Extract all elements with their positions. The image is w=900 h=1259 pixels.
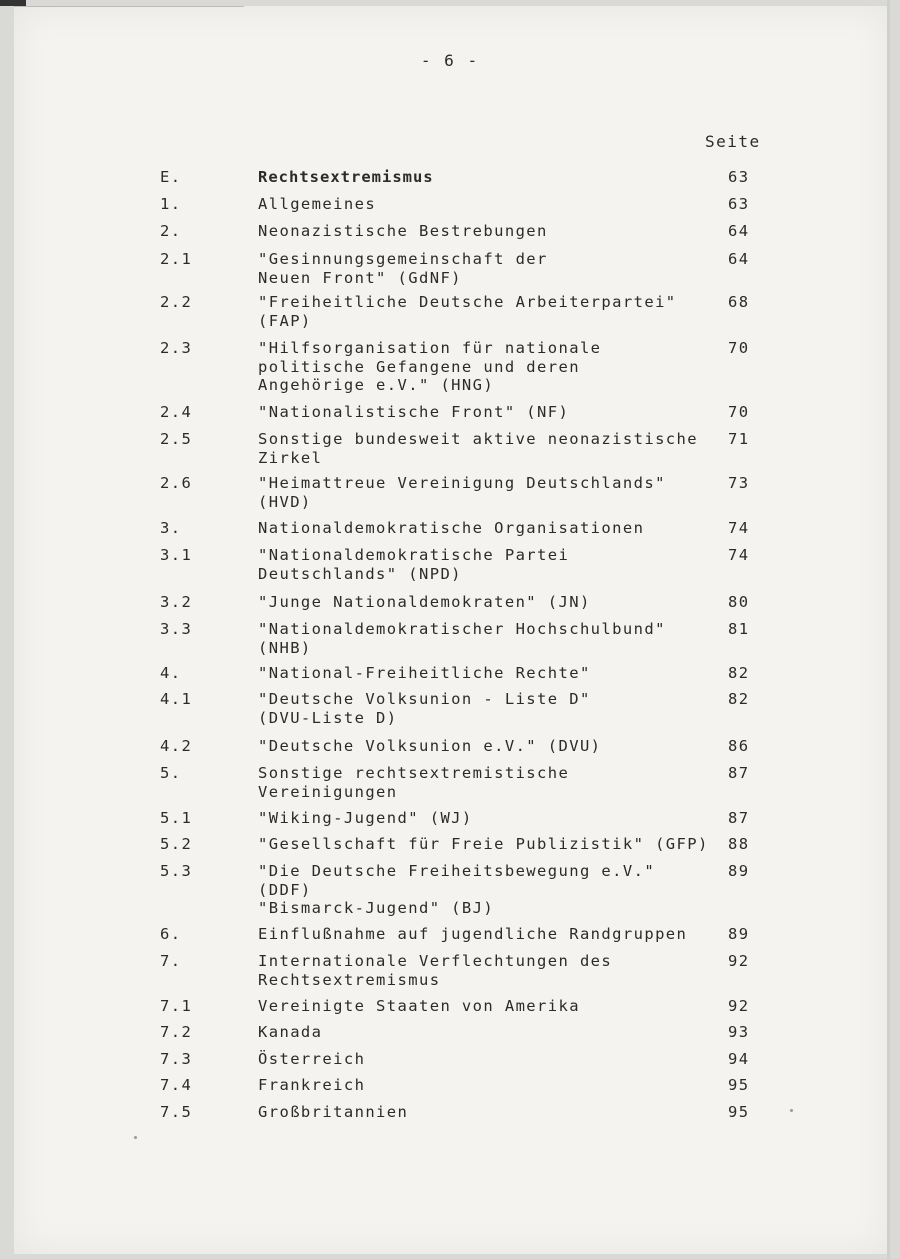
toc-entry-page: 92 xyxy=(728,997,750,1015)
toc-entry-page: 87 xyxy=(728,764,750,782)
toc-entry-number: 3.2 xyxy=(160,593,193,611)
toc-entry-number: 7. xyxy=(160,952,182,970)
toc-entry-title-line: "Bismarck-Jugend" (BJ) xyxy=(258,899,495,917)
toc-entry-page: 64 xyxy=(728,250,750,268)
page-number: - 6 - xyxy=(420,51,480,70)
toc-entry-page: 94 xyxy=(728,1050,750,1068)
toc-entry-title xyxy=(258,250,713,287)
toc-entry-title xyxy=(258,293,713,330)
toc-entry-title xyxy=(258,195,713,214)
toc-entry-title-line: Zirkel xyxy=(258,448,323,467)
toc-entry-title xyxy=(258,1023,713,1042)
toc-entry-page: 93 xyxy=(728,1023,750,1041)
toc-entry-number: 3.1 xyxy=(160,546,193,564)
scan-header-line xyxy=(14,6,244,7)
toc-entry-page: 82 xyxy=(728,690,750,708)
toc-entry-title xyxy=(258,1103,713,1122)
toc-entry-title xyxy=(258,862,713,918)
toc-entry-title xyxy=(258,690,713,727)
toc-entry-title-line: "Gesellschaft für Freie Publizistik" (GFP) xyxy=(258,835,709,853)
toc-entry-title xyxy=(258,222,713,241)
toc-entry-title xyxy=(258,997,713,1016)
toc-entry-page: 71 xyxy=(728,430,750,448)
toc-entry-title xyxy=(258,1050,713,1069)
toc-entry-title-line: "Junge Nationaldemokraten" (JN) xyxy=(258,593,591,611)
toc-entry-number: 1. xyxy=(160,195,182,213)
toc-entry-title xyxy=(258,474,713,511)
toc-entry-title-line: Sonstige bundesweit aktive neonazistische xyxy=(258,430,699,448)
toc-entry-number: 7.4 xyxy=(160,1076,193,1094)
toc-entry-title-line: Frankreich xyxy=(258,1076,366,1094)
toc-entry-title-line: "Nationalistische Front" (NF) xyxy=(258,403,570,421)
toc-entry-title xyxy=(258,809,713,828)
toc-entry-title-line: "Freiheitliche Deutsche Arbeiterpartei" xyxy=(258,293,677,311)
toc-entry-title-line: Rechtsextremismus xyxy=(258,970,441,989)
toc-entry-number: 3.3 xyxy=(160,620,193,638)
toc-entry-title-line: Rechtsextremismus xyxy=(258,168,434,186)
toc-entry-title xyxy=(258,1076,713,1095)
toc-entry-page: 80 xyxy=(728,593,750,611)
toc-entry-title xyxy=(258,546,713,583)
toc-entry-page: 82 xyxy=(728,664,750,682)
toc-entry-title xyxy=(258,664,713,683)
toc-entry-title xyxy=(258,593,713,612)
toc-entry-title-line: (DVU-Liste D) xyxy=(258,708,398,727)
toc-entry-page: 68 xyxy=(728,293,750,311)
toc-entry-title xyxy=(258,952,713,989)
toc-entry-number: 2.3 xyxy=(160,339,193,357)
toc-entry-page: 86 xyxy=(728,737,750,755)
toc-entry-title-line: (FAP) xyxy=(258,311,312,330)
toc-entry-title xyxy=(258,835,713,854)
toc-entry-title-line: "Deutsche Volksunion e.V." (DVU) xyxy=(258,737,602,755)
toc-entry-page: 70 xyxy=(728,403,750,421)
toc-entry-number: 7.3 xyxy=(160,1050,193,1068)
scan-speck xyxy=(790,1109,793,1112)
toc-entry-title-line: "Wiking-Jugend" (WJ) xyxy=(258,809,473,827)
toc-entry-number: 4.2 xyxy=(160,737,193,755)
toc-entry-title-line: "Nationaldemokratischer Hochschulbund" xyxy=(258,620,666,638)
toc-entry-title-line: Vereinigte Staaten von Amerika xyxy=(258,997,580,1015)
toc-entry-title-line: Angehörige e.V." (HNG) xyxy=(258,376,495,394)
toc-entry-title-line: Sonstige rechtsextremistische xyxy=(258,764,570,782)
scan-speck xyxy=(134,1136,137,1139)
toc-entry-title-line: (NHB) xyxy=(258,638,312,657)
toc-entry-number: 2. xyxy=(160,222,182,240)
toc-entry-title-line: Einflußnahme auf jugendliche Randgruppen xyxy=(258,925,688,943)
toc-entry-title-line: (DDF) xyxy=(258,880,312,899)
toc-entry-title xyxy=(258,168,713,187)
toc-entry-page: 87 xyxy=(728,809,750,827)
toc-entry-title-line: "National-Freiheitliche Rechte" xyxy=(258,664,591,682)
toc-entry-title-line: "Heimattreue Vereinigung Deutschlands" xyxy=(258,474,666,492)
toc-entry-page: 63 xyxy=(728,195,750,213)
toc-entry-title-line: Allgemeines xyxy=(258,195,377,213)
toc-entry-title-line: Internationale Verflechtungen des xyxy=(258,952,613,970)
toc-entry-number: 4.1 xyxy=(160,690,193,708)
toc-entry-page: 89 xyxy=(728,862,750,880)
toc-entry-title-line: "Nationaldemokratische Partei xyxy=(258,546,570,564)
toc-entry-title-line: "Hilfsorganisation für nationale xyxy=(258,339,602,357)
toc-entry-number: 6. xyxy=(160,925,182,943)
toc-entry-number: 2.5 xyxy=(160,430,193,448)
toc-entry-title xyxy=(258,430,713,467)
toc-entry-title-line: Deutschlands" (NPD) xyxy=(258,564,462,583)
toc-entry-title xyxy=(258,764,713,801)
toc-entry-title-line: Neuen Front" (GdNF) xyxy=(258,268,462,287)
toc-entry-page: 81 xyxy=(728,620,750,638)
toc-entry-title xyxy=(258,925,713,944)
toc-entry-number: 5.3 xyxy=(160,862,193,880)
toc-entry-title xyxy=(258,403,713,422)
toc-entry-number: 3. xyxy=(160,519,182,537)
toc-entry-title-line: Österreich xyxy=(258,1050,366,1068)
toc-entry-title-line: "Deutsche Volksunion - Liste D" xyxy=(258,690,591,708)
toc-entry-title-line: Nationaldemokratische Organisationen xyxy=(258,519,645,537)
toc-entry-number: 2.2 xyxy=(160,293,193,311)
toc-entry-title-line: Großbritannien xyxy=(258,1103,409,1121)
toc-entry-title-line: Kanada xyxy=(258,1023,323,1041)
toc-entry-title-line: politische Gefangene und deren xyxy=(258,357,580,376)
toc-entry-title xyxy=(258,339,713,395)
toc-entry-title-line: Vereinigungen xyxy=(258,782,398,801)
toc-entry-title xyxy=(258,737,713,756)
toc-entry-number: 7.1 xyxy=(160,997,193,1015)
toc-entry-page: 74 xyxy=(728,519,750,537)
toc-entry-number: 4. xyxy=(160,664,182,682)
toc-entry-page: 92 xyxy=(728,952,750,970)
toc-entry-number: 5.1 xyxy=(160,809,193,827)
toc-entry-page: 88 xyxy=(728,835,750,853)
toc-entry-page: 95 xyxy=(728,1076,750,1094)
toc-entry-number: 5. xyxy=(160,764,182,782)
toc-entry-title-line: (HVD) xyxy=(258,492,312,511)
toc-entry-title-line: "Die Deutsche Freiheitsbewegung e.V." xyxy=(258,862,656,880)
toc-entry-number: 2.4 xyxy=(160,403,193,421)
toc-entry-page: 73 xyxy=(728,474,750,492)
toc-entry-page: 95 xyxy=(728,1103,750,1121)
toc-entry-number: 7.2 xyxy=(160,1023,193,1041)
toc-entry-page: 70 xyxy=(728,339,750,357)
toc-entry-title xyxy=(258,620,713,657)
seite-column-label: Seite xyxy=(705,132,761,151)
toc-entry-number: 5.2 xyxy=(160,835,193,853)
toc-entry-page: 89 xyxy=(728,925,750,943)
toc-entry-page: 64 xyxy=(728,222,750,240)
toc-entry-title-line: Neonazistische Bestrebungen xyxy=(258,222,548,240)
toc-entry-title xyxy=(258,519,713,538)
toc-entry-number: 2.6 xyxy=(160,474,193,492)
toc-entry-number: 7.5 xyxy=(160,1103,193,1121)
toc-entry-number: E. xyxy=(160,168,182,186)
toc-entry-page: 63 xyxy=(728,168,750,186)
toc-entry-title-line: "Gesinnungsgemeinschaft der xyxy=(258,250,548,268)
toc-entry-page: 74 xyxy=(728,546,750,564)
toc-entry-number: 2.1 xyxy=(160,250,193,268)
scan-right-edge xyxy=(887,0,890,1259)
